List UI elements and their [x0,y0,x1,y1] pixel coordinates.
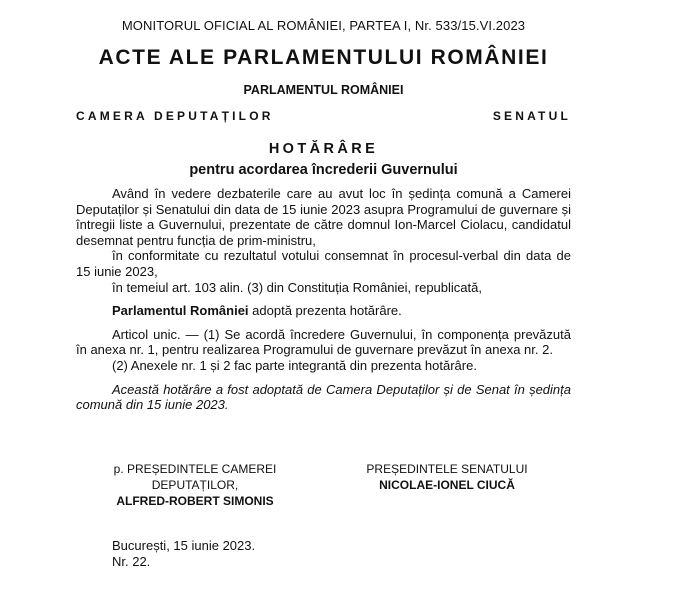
document-type: HOTĂRÂRE [268,141,379,157]
issuer-title: PARLAMENTUL ROMÂNIEI [243,83,404,97]
preamble-paragraph-2: în conformitate cu rezultatul votului consemnat în procesul-verbal din data de 15 iunie 2023, [76,248,571,279]
chamber-deputies-label: CAMERA DEPUTAȚILOR [76,109,274,123]
document-body [76,186,571,413]
signature-left-title-2: DEPUTAȚILOR, [151,478,239,492]
signature-right-title: PREȘEDINTELE SENATULUI [366,462,528,476]
article-label: Articol unic. [112,326,181,342]
article-paragraph-2: (2) Anexele nr. 1 și 2 fac parte integrantă din prezenta hotărâre. [112,357,477,373]
preamble-paragraph-3: în temeiul art. 103 alin. (3) din Constituția României, republicată, [112,279,482,295]
place-date: București, 15 iunie 2023. [112,538,256,553]
document-subject: pentru acordarea încrederii Guvernului [189,162,458,178]
signature-block-senate [362,461,532,493]
signature-left-title-1: p. PREȘEDINTELE CAMEREI [113,462,277,476]
signature-left-name: ALFRED-ROBERT SIMONIS [116,494,274,508]
document-footer [112,538,255,570]
adopting-body: Parlamentul României [112,303,249,319]
preamble-paragraph-1: Având în vedere dezbaterile care au avut loc în ședința comună a Camerei Deputaților și Senatului din data de 15 iunie 2023 asupra Programului de guvernare și întregii liste a Guvernului, prezentate de către domnul Ion-Marcel Ciolacu, candidatul desemnat pentru funcția de prim-ministru, [76,186,571,248]
signature-block-chamber [106,461,284,509]
adoption-text: adoptă prezenta hotărâre. [248,303,402,319]
signature-right-name: NICOLAE-IONEL CIUCĂ [379,478,515,492]
article-paragraph-1 [76,327,571,358]
document-number: Nr. 22. [112,554,151,569]
adoption-note: Această hotărâre a fost adoptată de Camera Deputaților și de Senat în ședința comună din 15 iunie 2023. [76,381,571,413]
section-title: ACTE ALE PARLAMENTULUI ROMÂNIEI [98,46,549,69]
adoption-paragraph [76,303,571,319]
article-text-1: — (1) Se acordă încredere Guvernului, în componența prevăzută în anexa nr. 1, pentru realizarea Programului de guvernare prevăzut în anexa nr. 2. [76,326,571,358]
senate-label: SENATUL [492,109,571,123]
gazette-header: MONITORUL OFICIAL AL ROMÂNIEI, PARTEA I, Nr. 533/15.VI.2023 [121,18,526,33]
